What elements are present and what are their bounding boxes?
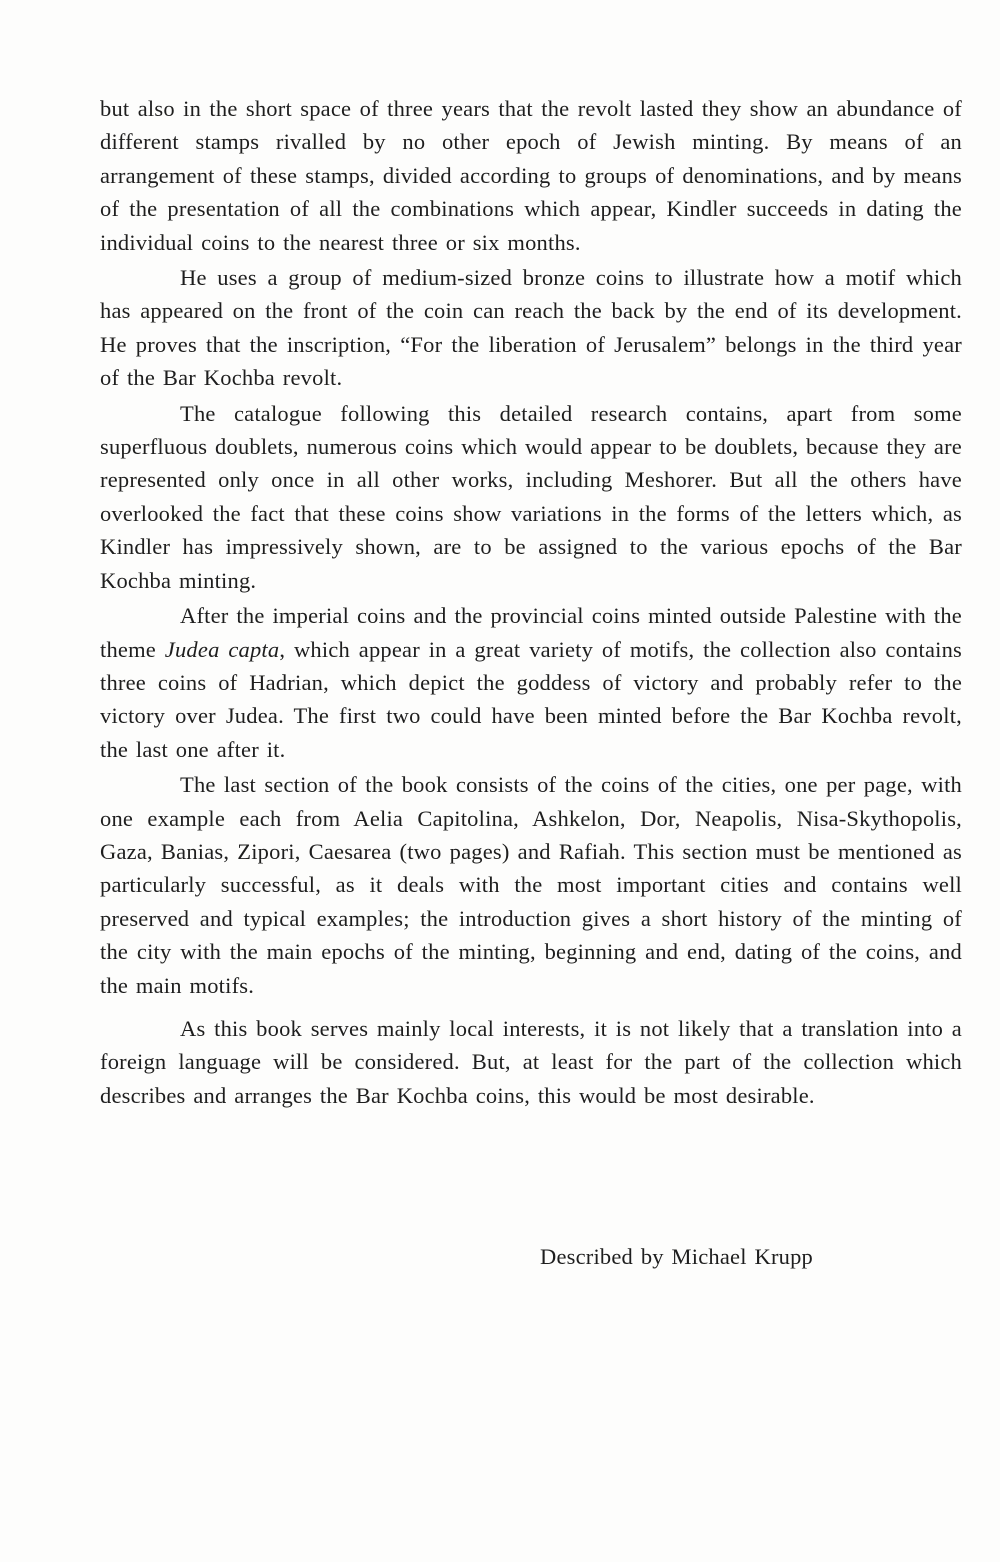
- paragraph-4-after: , which appear in a great variety of motifs, the collection also contains three coins of Hadrian, which depict the goddess of victory and probably refer to the victory over Judea. The first two could have been minted before the Bar Kochba revolt, the last one after it.: [100, 636, 962, 762]
- paragraph-2: He uses a group of medium-sized bronze coins to illustrate how a motif which has appeared on the front of the coin can reach the back by the end of its development. He proves that the inscription, “For the liberation of Jerusalem” belongs in the third year of the Bar Kochba revolt.: [100, 265, 962, 391]
- paragraph-5: The last section of the book consists of the coins of the cities, one per page, with one example each from Aelia Capitolina, Ashkelon, Dor, Neapolis, Nisa-Skythopolis, Gaza, Banias, Zipori, Caesarea (two pages) and Rafiah. This section must be mentioned as particularly successful, as it deals with the most important cities and contains well preserved and typical examples; the introduction gives a short history of the minting of the city with the main epochs of the minting, beginning and end, dating of the coins, and the main motifs.: [100, 772, 962, 998]
- paragraph-6: As this book serves mainly local interests, it is not likely that a translation into a foreign language will be considered. But, at least for the part of the collection which describes and arranges the Bar Kochba coins, this would be most desirable.: [100, 1015, 962, 1108]
- paragraph-4: [100, 599, 962, 766]
- signature: Described by Michael Krupp: [540, 1244, 813, 1269]
- body-text: [100, 92, 962, 1112]
- paragraph-1: but also in the short space of three years that the revolt lasted they show an abundance of different stamps rivalled by no other epoch of Jewish minting. By means of an arrangement of these stamps, divided according to groups of denominations, and by means of the presentation of all the combinations which appear, Kindler succeeds in dating the individual coins to the nearest three or six months.: [100, 96, 962, 255]
- paragraph-3: The catalogue following this detailed research contains, apart from some superfluous doublets, numerous coins which would appear to be doublets, because they are represented only once in all other works, including Meshorer. But all the others have overlooked the fact that these coins show variations in the forms of the letters which, as Kindler has impressively shown, are to be assigned to the various epochs of the Bar Kochba minting.: [100, 400, 962, 593]
- paragraph-4-before: After the imperial coins and the provincial coins minted outside Palestine with the theme: [100, 603, 962, 662]
- paragraph-4-italic: Judea capta: [164, 636, 280, 662]
